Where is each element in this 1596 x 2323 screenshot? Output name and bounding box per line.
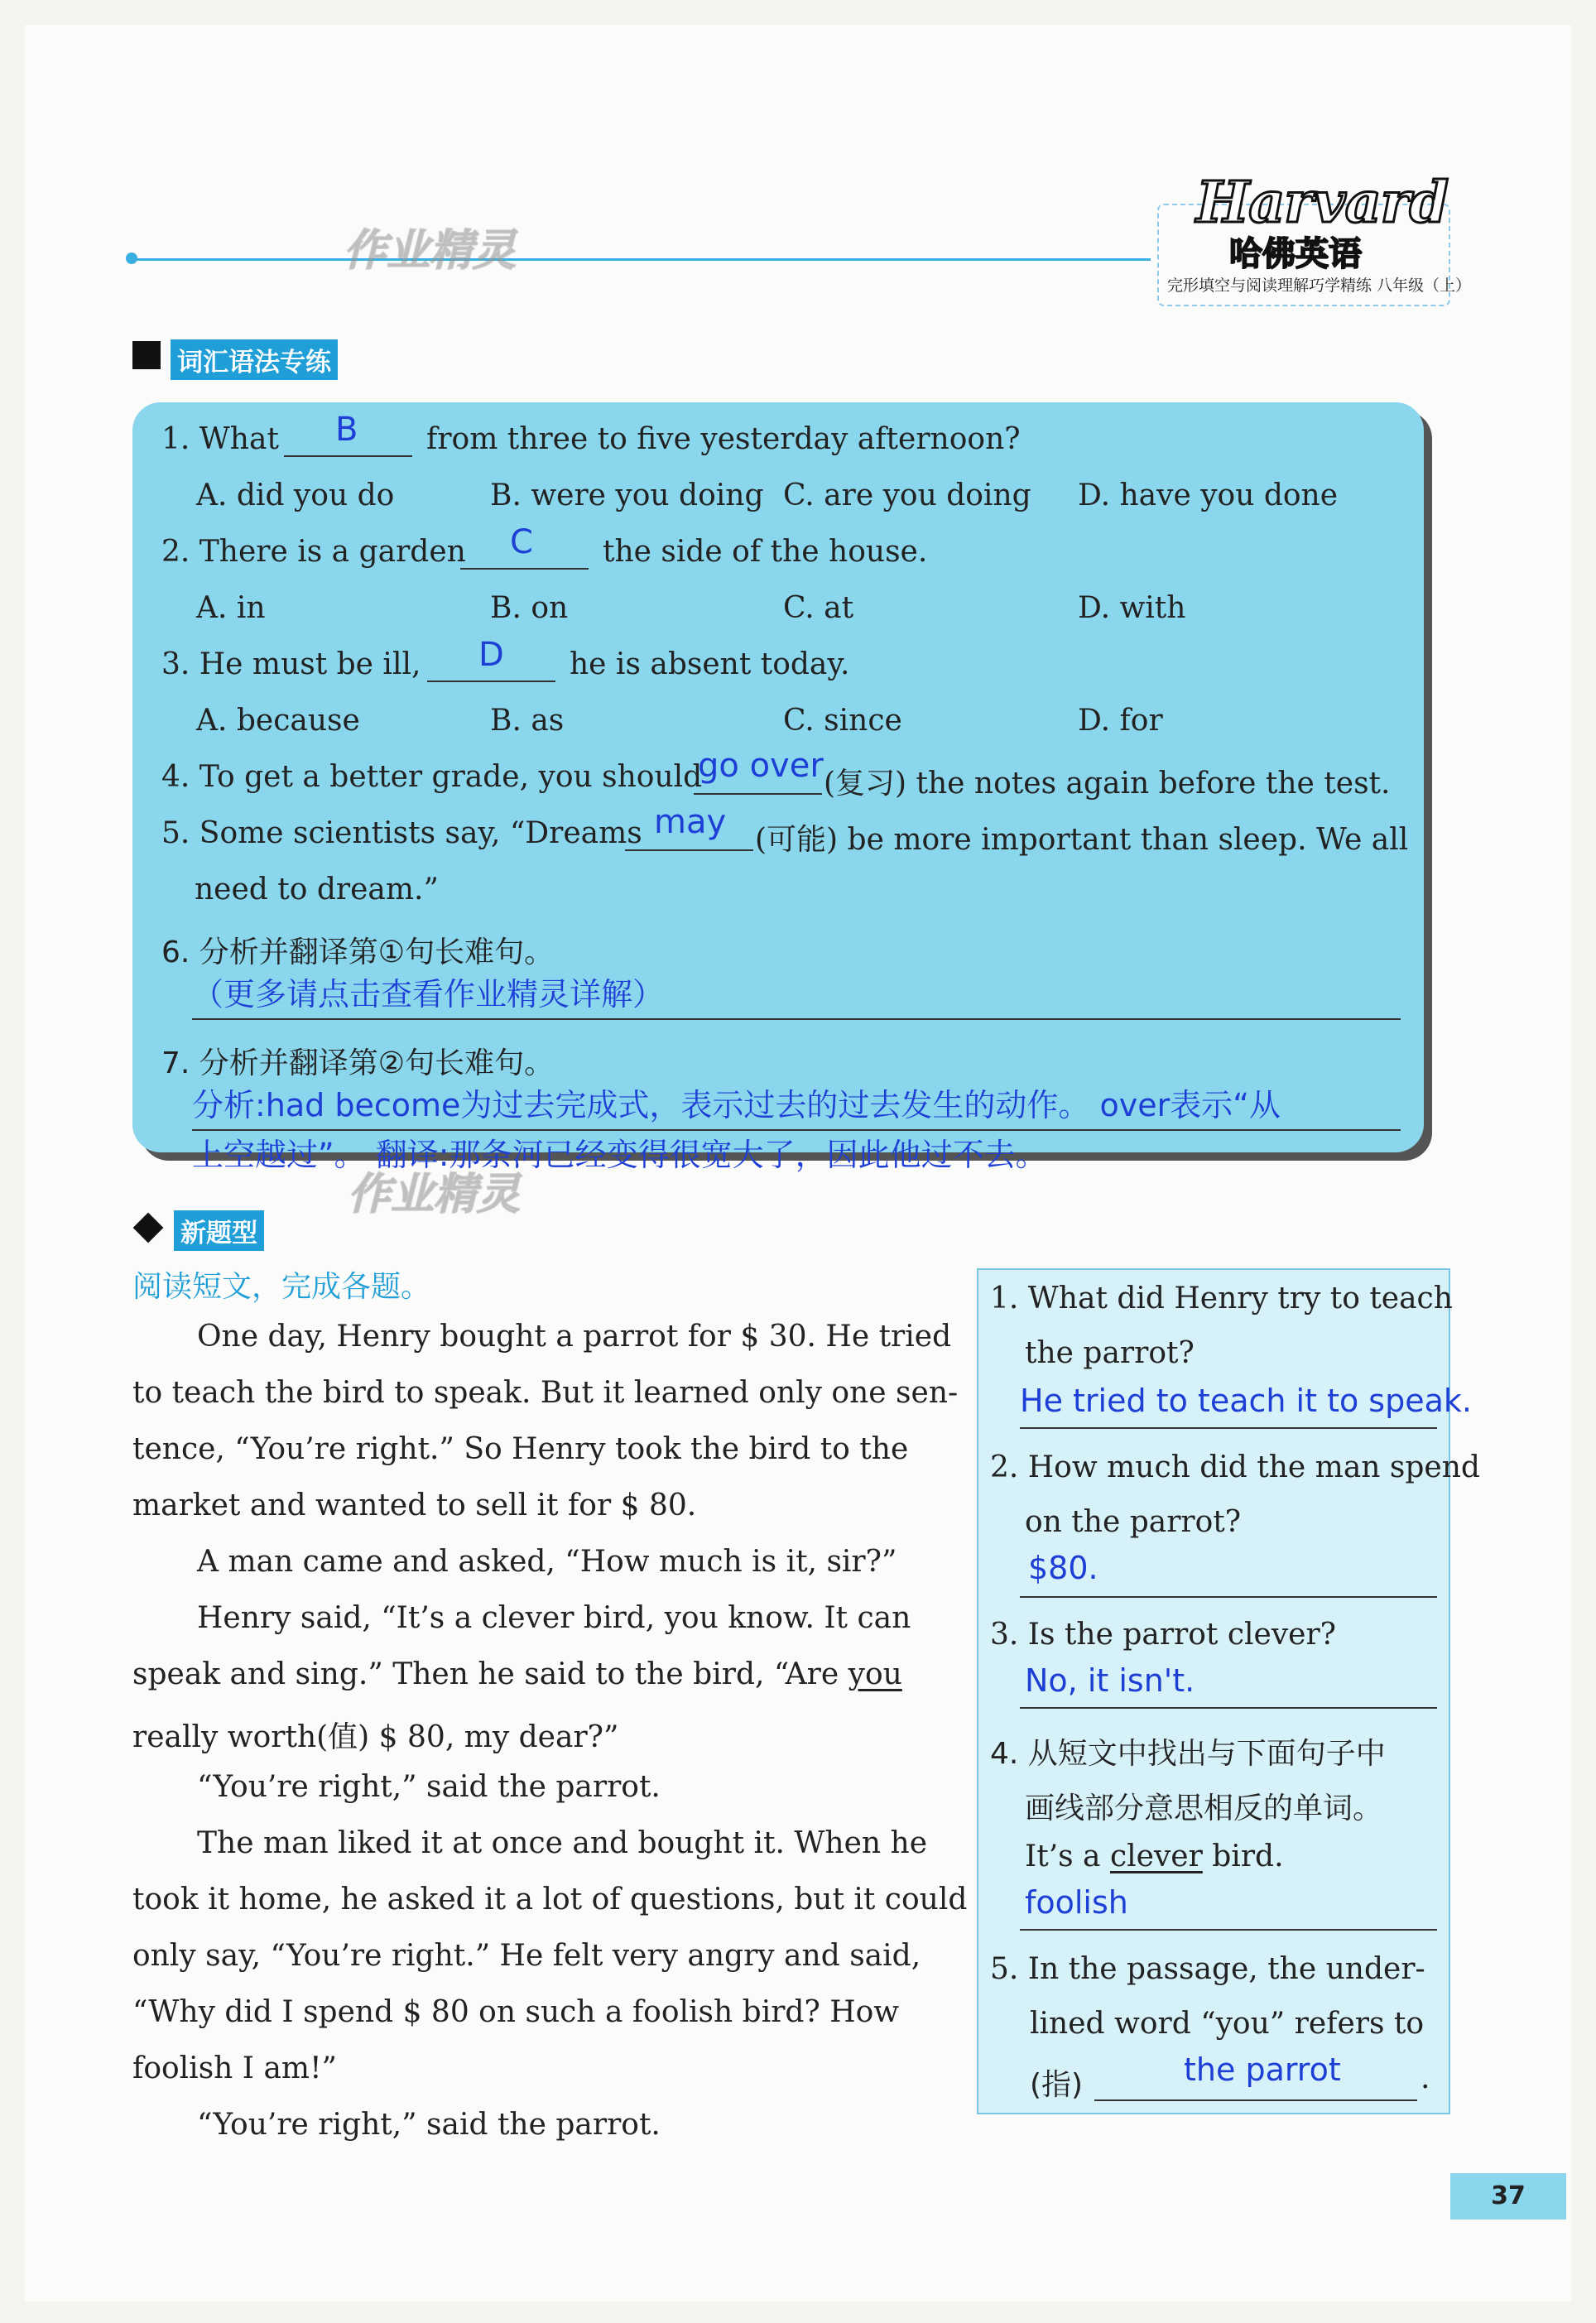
- q1-blank: [284, 455, 412, 457]
- q4-suffix: (复习) the notes again before the test.: [824, 767, 1391, 801]
- q1-prefix: 1. What: [161, 422, 279, 456]
- rq4-line1: 4. 从短文中找出与下面句子中: [990, 1737, 1386, 1771]
- rq4-text-a: It’s a: [1025, 1840, 1101, 1873]
- passage-line: One day, Henry bought a parrot for $ 30. He tried: [197, 1320, 952, 1354]
- q1-suffix: from three to five yesterday afternoon?: [426, 422, 1021, 456]
- rq3-answer: No, it isn't.: [1025, 1662, 1195, 1699]
- q3-suffix: he is absent today.: [570, 647, 850, 681]
- rq5-end: .: [1421, 2061, 1430, 2095]
- q3-prefix: 3. He must be ill,: [161, 647, 421, 681]
- passage-line: A man came and asked, “How much is it, sir?”: [197, 1545, 897, 1579]
- brand-logo-chinese: 哈佛英语: [1229, 235, 1362, 273]
- q1-option-c: C. are you doing: [783, 479, 1031, 512]
- q4-blank: [694, 793, 822, 795]
- passage-line: took it home, he asked it a lot of questions, but it could: [132, 1883, 968, 1917]
- section-title-vocab: 词汇语法专练: [171, 339, 338, 380]
- q2-option-a: A. in: [196, 591, 266, 625]
- passage-line: “Why did I spend $ 80 on such a foolish bird? How: [132, 1995, 900, 2029]
- rq3-line1: 3. Is the parrot clever?: [990, 1618, 1336, 1652]
- rq3-answer-line: [1020, 1707, 1437, 1709]
- passage-text: speak and sing.” Then he said to the bird, “Are: [132, 1657, 839, 1691]
- rq2-line1: 2. How much did the man spend: [990, 1450, 1480, 1484]
- rq5-line3: (指): [1030, 2068, 1084, 2102]
- header-rule: [132, 258, 1151, 261]
- passage-line: tence, “You’re right.” So Henry took the bird to the: [132, 1432, 909, 1466]
- q7-answer-line2: 上空越过”。 翻译:那条河已经变得很宽大了，因此他过不去。: [192, 1137, 1047, 1173]
- rq4-line2: 画线部分意思相反的单词。: [1025, 1792, 1383, 1825]
- rq1-answer: He tried to teach it to speak.: [1020, 1383, 1472, 1419]
- q2-answer: C: [510, 523, 533, 561]
- passage-line: to teach the bird to speak. But it learned only one sen-: [132, 1376, 959, 1410]
- passage-line: foolish I am!”: [132, 2051, 337, 2085]
- q5-answer: may: [654, 803, 727, 841]
- reading-instruction: 阅读短文，完成各题。: [132, 1270, 431, 1304]
- passage-line: really worth(值) $ 80, my dear?”: [132, 1720, 619, 1754]
- q3-option-c: C. since: [783, 704, 902, 738]
- passage-line: The man liked it at once and bought it. When he: [197, 1826, 928, 1860]
- q2-option-d: D. with: [1078, 591, 1186, 625]
- q5-suffix: (可能) be more important than sleep. We all: [755, 823, 1409, 857]
- q2-option-c: C. at: [783, 591, 854, 625]
- q3-option-d: D. for: [1078, 704, 1163, 738]
- q6-answer-line: [192, 1018, 1401, 1020]
- rq4-answer: foolish: [1025, 1884, 1128, 1921]
- rq1-answer-line: [1020, 1427, 1437, 1429]
- q6-text: 6. 分析并翻译第①句长难句。: [161, 935, 555, 969]
- q4-answer: go over: [698, 747, 824, 785]
- rq5-answer: the parrot: [1184, 2051, 1341, 2088]
- watermark-mid: 作业精灵: [348, 1170, 521, 1219]
- section-square-icon: [132, 341, 161, 369]
- brand-logo-harvard: Harvard: [1196, 170, 1449, 236]
- q7-answer-line1: 分析:had become为过去完成式，表示过去的过去发生的动作。 over表示“从: [192, 1087, 1281, 1123]
- q7-text: 7. 分析并翻译第②句长难句。: [161, 1046, 555, 1080]
- q2-suffix: the side of the house.: [603, 535, 928, 569]
- q2-option-b: B. on: [490, 591, 569, 625]
- section-title-new-type: 新题型: [174, 1210, 264, 1251]
- passage-line: [132, 1657, 927, 1691]
- passage-line: “You’re right,” said the parrot.: [197, 2108, 661, 2142]
- q3-option-a: A. because: [196, 704, 360, 738]
- q1-answer: B: [335, 411, 358, 449]
- rq1-line1: 1. What did Henry try to teach: [990, 1282, 1453, 1315]
- rq2-answer: $80.: [1028, 1550, 1098, 1586]
- passage-line: only say, “You’re right.” He felt very angry and said,: [132, 1939, 921, 1973]
- q6-answer: （更多请点击查看作业精灵详解）: [192, 976, 665, 1012]
- watermark-top: 作业精灵: [344, 226, 517, 276]
- rq5-line2: lined word “you” refers to: [1030, 2007, 1425, 2041]
- q5-line2: need to dream.”: [195, 873, 439, 907]
- passage-line: market and wanted to sell it for $ 80.: [132, 1489, 697, 1522]
- q1-option-d: D. have you done: [1078, 479, 1339, 512]
- q2-blank: [460, 568, 589, 570]
- rq2-answer-line: [1020, 1596, 1437, 1598]
- passage-line: Henry said, “It’s a clever bird, you know. It can: [197, 1601, 911, 1635]
- rq1-line2: the parrot?: [1025, 1336, 1195, 1370]
- q2-prefix: 2. There is a garden: [161, 535, 466, 569]
- rq4-text-c: bird.: [1212, 1840, 1284, 1873]
- rq4-answer-line: [1020, 1929, 1437, 1931]
- rq4-line3: [1025, 1840, 1284, 1873]
- q5-prefix: 5. Some scientists say, “Dreams: [161, 816, 642, 850]
- underlined-you: you: [848, 1657, 902, 1691]
- page-number: 37: [1450, 2173, 1566, 2220]
- rq5-line1: 5. In the passage, the under-: [990, 1952, 1425, 1986]
- q3-option-b: B. as: [490, 704, 565, 738]
- rq5-blank: [1094, 2099, 1417, 2101]
- q3-blank: [427, 681, 555, 682]
- passage-line: “You’re right,” said the parrot.: [197, 1770, 661, 1804]
- q3-answer: D: [478, 636, 504, 674]
- rq2-line2: on the parrot?: [1025, 1505, 1242, 1539]
- q4-prefix: 4. To get a better grade, you should: [161, 760, 703, 794]
- q1-option-a: A. did you do: [196, 479, 395, 512]
- q1-option-b: B. were you doing: [490, 479, 764, 512]
- q5-blank: [625, 849, 753, 851]
- book-subtitle: 完形填空与阅读理解巧学精练 八年级（上）: [1167, 277, 1472, 295]
- rq4-underlined-clever: clever: [1109, 1840, 1203, 1873]
